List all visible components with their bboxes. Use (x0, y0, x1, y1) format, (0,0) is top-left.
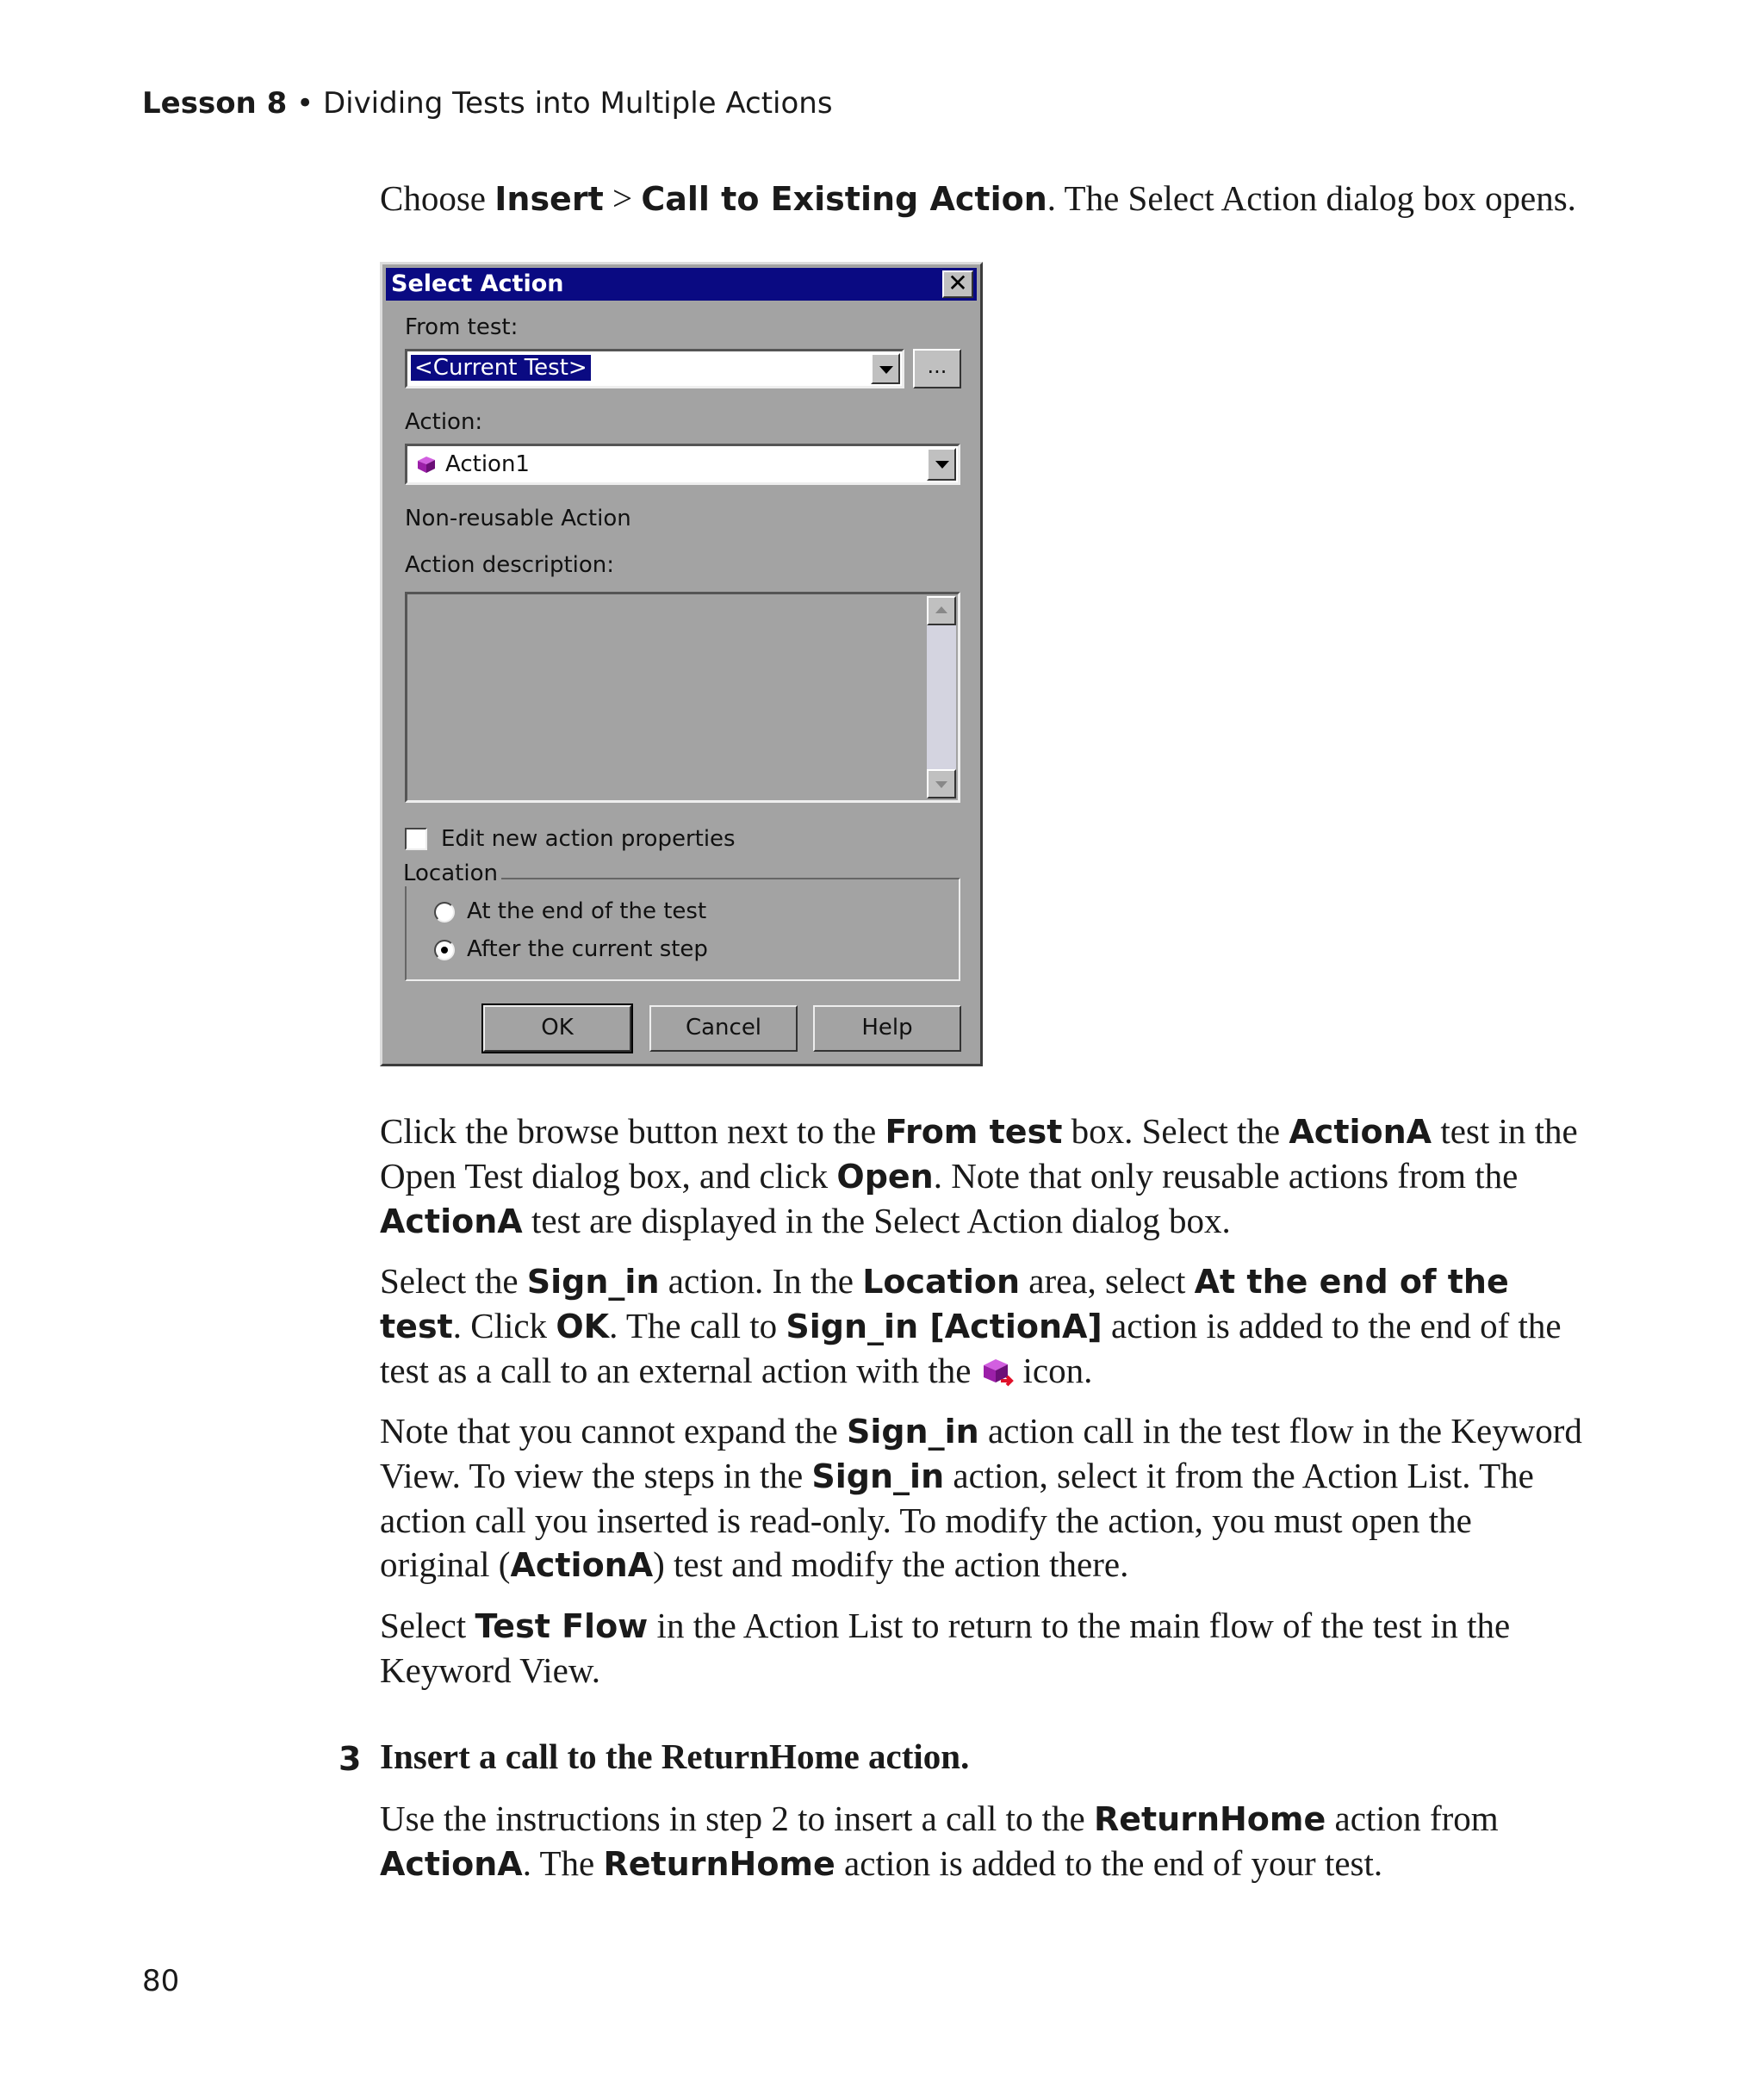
menu-call-existing-action: Call to Existing Action (641, 180, 1047, 218)
term-end-of-test: At the end of the test (380, 1263, 1509, 1345)
menu-insert: Insert (494, 180, 604, 218)
text: Note that you cannot expand the (380, 1411, 847, 1451)
text: ) test and modify the action there. (653, 1544, 1129, 1584)
text: . The Select Action dialog box opens. (1047, 178, 1576, 218)
cancel-button[interactable]: Cancel (649, 1005, 798, 1052)
text: > (603, 178, 642, 218)
text: action is added to the end of the test as a call to an external action with the (380, 1306, 1562, 1390)
edit-properties-checkbox[interactable] (405, 828, 427, 850)
text: action is added to the end of your test. (835, 1843, 1383, 1883)
term-sign-in: Sign_in (526, 1263, 660, 1301)
text: action, select it from the Action List. The action call you inserted is read-only. To modify the action, you must open the original ( (380, 1456, 1534, 1584)
description-label: Action description: (405, 552, 615, 578)
step-title: Insert a call to the ReturnHome action. (380, 1737, 970, 1776)
text: . Note that only reusable actions from the (933, 1156, 1519, 1196)
edit-properties-label: Edit new action properties (441, 826, 736, 852)
browse-button[interactable]: ... (913, 349, 961, 388)
running-header (142, 86, 833, 121)
paragraph-return-home (380, 1797, 1586, 1886)
radio-end-of-test[interactable] (434, 902, 455, 923)
dialog-titlebar (386, 268, 977, 301)
chevron-down-icon[interactable] (871, 353, 900, 384)
term-sign-in: Sign_in (846, 1413, 979, 1451)
text: box. Select the (1062, 1111, 1289, 1151)
term-actiona: ActionA (510, 1546, 654, 1584)
location-groupbox (405, 878, 960, 981)
text: test in the Open Test dialog box, and click (380, 1111, 1578, 1196)
radio-after-label: After the current step (467, 936, 708, 962)
action-combo[interactable] (405, 444, 960, 485)
dialog-title: Select Action (391, 270, 564, 297)
term-actiona: ActionA (380, 1202, 523, 1240)
text: action. In the (659, 1261, 863, 1301)
from-test-combo[interactable] (405, 349, 904, 388)
action-value: Action1 (445, 451, 530, 477)
select-action-dialog (380, 262, 983, 1066)
text: Use the instructions in step 2 to insert a call to the (380, 1799, 1094, 1838)
text: . Click (452, 1306, 556, 1345)
text: Select the (380, 1261, 527, 1301)
text: Select (380, 1606, 475, 1645)
intro-paragraph (380, 177, 1586, 221)
header-separator: • (287, 86, 323, 121)
paragraph-browse (380, 1109, 1586, 1244)
text: . The call to (609, 1306, 786, 1345)
term-actiona: ActionA (380, 1845, 523, 1883)
scroll-down-icon[interactable] (927, 769, 956, 798)
ok-button[interactable]: OK (483, 1005, 631, 1052)
lesson-number: Lesson 8 (142, 86, 288, 121)
text: action call in the test flow in the Keyword View. To view the steps in the (380, 1411, 1582, 1495)
action-label: Action: (405, 409, 483, 435)
text: test are displayed in the Select Action dialog box. (522, 1201, 1231, 1240)
paragraph-test-flow (380, 1604, 1586, 1693)
help-button[interactable]: Help (813, 1005, 961, 1052)
text: icon. (1022, 1351, 1093, 1390)
term-actiona: ActionA (1289, 1113, 1432, 1151)
from-test-value: <Current Test> (411, 355, 591, 381)
term-returnhome: ReturnHome (1093, 1800, 1326, 1838)
paragraph-cannot-expand (380, 1409, 1586, 1587)
text: . The (522, 1843, 604, 1883)
term-sign-in-actiona: Sign_in [ActionA] (786, 1308, 1102, 1345)
paragraph-select-sign-in (380, 1259, 1586, 1393)
lesson-title: Dividing Tests into Multiple Actions (322, 86, 833, 121)
radio-after-current-step[interactable] (434, 940, 455, 960)
term-open: Open (836, 1158, 934, 1196)
action-cube-icon (414, 455, 437, 474)
term-from-test: From test (885, 1113, 1063, 1151)
text: area, select (1020, 1261, 1195, 1301)
page-number: 80 (142, 1964, 180, 1998)
scroll-up-icon[interactable] (927, 596, 956, 625)
external-action-icon (978, 1355, 1016, 1389)
term-returnhome: ReturnHome (603, 1845, 835, 1883)
radio-end-label: At the end of the test (467, 898, 707, 924)
chevron-down-icon[interactable] (927, 448, 956, 481)
term-ok: OK (556, 1308, 610, 1345)
action-description-box[interactable] (405, 592, 960, 803)
close-icon[interactable]: ✕ (942, 270, 973, 298)
text: Choose (380, 178, 495, 218)
action-type-text: Non-reusable Action (405, 506, 631, 531)
text: Click the browse button next to the (380, 1111, 885, 1151)
text: in the Action List to return to the main flow of the test in the Keyword View. (380, 1606, 1511, 1690)
term-test-flow: Test Flow (475, 1607, 649, 1645)
location-legend: Location (400, 861, 501, 886)
from-test-label: From test: (405, 314, 519, 340)
term-location: Location (862, 1263, 1021, 1301)
step-number: 3 (339, 1740, 362, 1778)
text: action from (1326, 1799, 1499, 1838)
description-scrollbar[interactable] (927, 596, 956, 798)
term-sign-in: Sign_in (811, 1457, 945, 1495)
